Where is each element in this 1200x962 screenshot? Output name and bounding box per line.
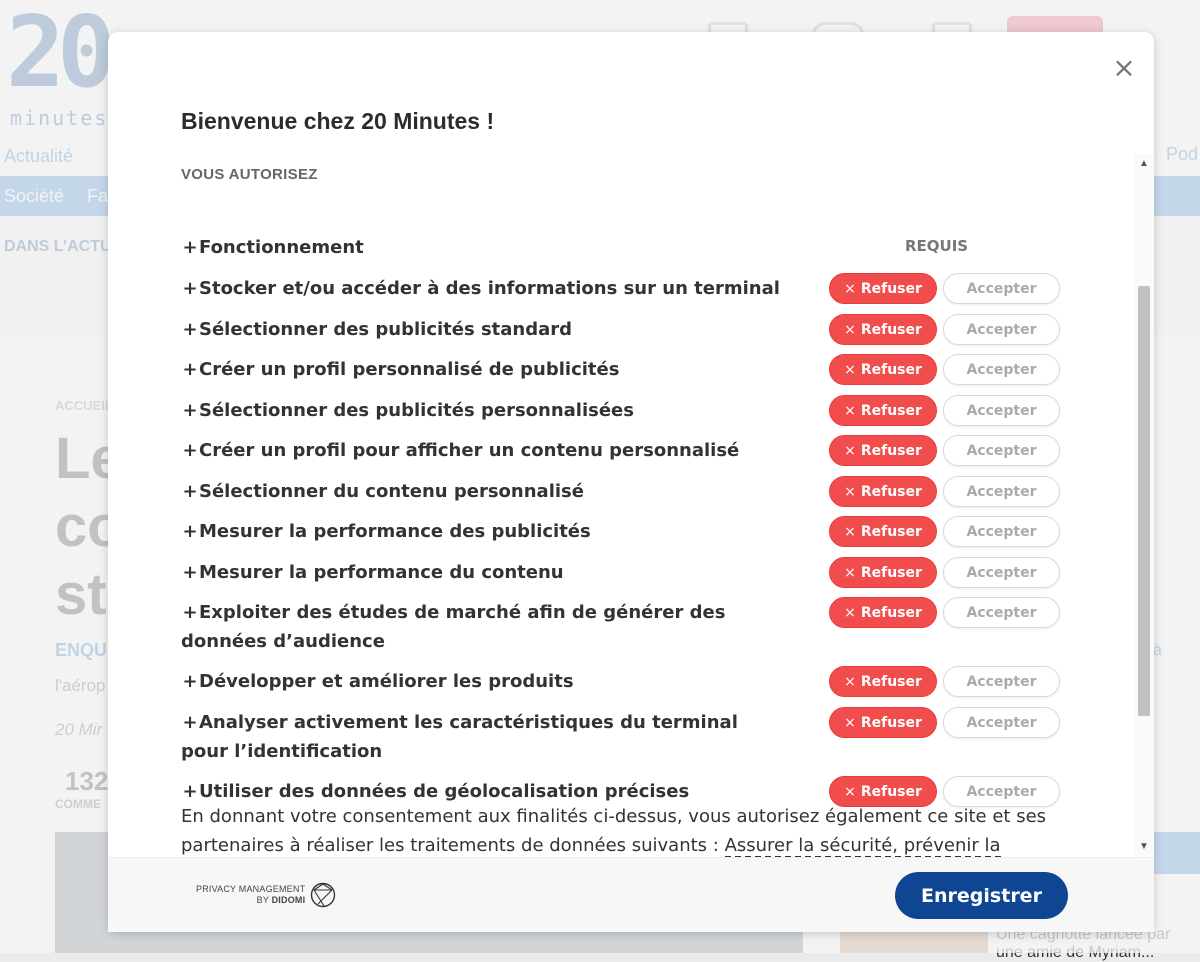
purpose-item[interactable] [181,558,781,587]
close-x-icon: × [844,673,856,690]
accept-button[interactable]: Accepter [943,395,1060,426]
close-x-icon: × [844,523,856,540]
refuse-button[interactable] [829,435,937,466]
refuse-label: Refuser [860,402,922,419]
expand-plus-icon[interactable]: + [182,278,198,299]
close-x-icon: × [844,564,856,581]
purpose-label: Sélectionner des publicités standard [199,319,573,340]
close-x-icon: × [844,714,856,731]
save-button[interactable]: Enregistrer [895,872,1068,919]
purpose-label: Mesurer la performance des publicités [199,521,591,542]
accept-button[interactable]: Accepter [943,707,1060,738]
purposes-scroll-area[interactable] [108,154,1154,857]
didomi-text [196,884,305,906]
refuse-label: Refuser [860,714,922,731]
purpose-item[interactable] [181,355,781,384]
purpose-label: Fonctionnement [199,237,364,258]
purpose-item[interactable] [181,315,781,344]
section-label: VOUS AUTORISEZ [181,166,318,183]
close-x-icon: × [844,402,856,419]
close-x-icon: × [844,321,856,338]
close-x-icon: × [844,604,856,621]
refuse-label: Refuser [860,442,922,459]
purpose-label: Stocker et/ou accéder à des informations sur un terminal [199,278,780,299]
scroll-thumb[interactable] [1138,286,1150,716]
accept-button[interactable]: Accepter [943,476,1060,507]
refuse-button[interactable] [829,476,937,507]
refuse-label: Refuser [860,604,922,621]
purpose-item[interactable] [181,667,781,696]
purpose-label: Créer un profil pour afficher un contenu personnalisé [199,440,740,461]
purpose-label: Développer et améliorer les produits [199,671,574,692]
accept-button[interactable]: Accepter [943,314,1060,345]
refuse-button[interactable] [829,314,937,345]
modal-footer [108,857,1154,932]
purpose-label: Sélectionner du contenu personnalisé [199,481,584,502]
expand-plus-icon[interactable]: + [182,359,198,380]
required-label: REQUIS [905,237,969,255]
purpose-item[interactable] [181,233,781,262]
refuse-label: Refuser [860,564,922,581]
accept-button[interactable]: Accepter [943,776,1060,807]
purpose-label: Analyser activement les caractéristiques du terminal pour l’identification [181,712,738,762]
purpose-label: Mesurer la performance du contenu [199,562,564,583]
refuse-button[interactable] [829,666,937,697]
refuse-button[interactable] [829,516,937,547]
purpose-label: Utiliser des données de géolocalisation précises [199,781,690,802]
purpose-label: Créer un profil personnalisé de publicités [199,359,620,380]
expand-plus-icon[interactable]: + [182,481,198,502]
consent-text-body: En donnant votre consentement aux finalités ci-dessus, vous autorisez également ce site et ses partenaires à réaliser les traitements de données suivants : [181,806,1047,856]
refuse-label: Refuser [860,321,922,338]
scroll-up-arrow-icon[interactable]: ▲ [1139,158,1149,169]
purpose-item[interactable] [181,436,781,465]
scrollbar[interactable] [1134,154,1154,857]
close-x-icon: × [844,361,856,378]
refuse-button[interactable] [829,597,937,628]
refuse-button[interactable] [829,395,937,426]
scroll-down-arrow-icon[interactable]: ▼ [1139,841,1149,852]
modal-title: Bienvenue chez 20 Minutes ! [181,108,495,134]
accept-button[interactable]: Accepter [943,597,1060,628]
purpose-label: Sélectionner des publicités personnalisées [199,400,634,421]
didomi-branding[interactable] [196,880,336,910]
refuse-label: Refuser [860,673,922,690]
accept-button[interactable]: Accepter [943,557,1060,588]
purpose-item[interactable] [181,477,781,506]
refuse-button[interactable] [829,273,937,304]
accept-button[interactable]: Accepter [943,354,1060,385]
expand-plus-icon[interactable]: + [182,521,198,542]
expand-plus-icon[interactable]: + [182,671,198,692]
purpose-item[interactable] [181,598,781,656]
refuse-button[interactable] [829,354,937,385]
purpose-item[interactable] [181,274,781,303]
refuse-label: Refuser [860,483,922,500]
refuse-label: Refuser [860,523,922,540]
close-x-icon: × [844,280,856,297]
close-x-icon: × [844,483,856,500]
privacy-line-2-prefix: BY [256,895,272,905]
expand-plus-icon[interactable]: + [182,319,198,340]
close-x-icon: × [844,783,856,800]
expand-plus-icon[interactable]: + [182,562,198,583]
privacy-line-2 [196,895,305,906]
refuse-button[interactable] [829,707,937,738]
privacy-line-1: PRIVACY MANAGEMENT [196,884,306,894]
refuse-label: Refuser [860,361,922,378]
didomi-brand: DIDOMI [271,895,306,905]
accept-button[interactable]: Accepter [943,273,1060,304]
expand-plus-icon[interactable]: + [182,237,198,258]
expand-plus-icon[interactable]: + [182,781,198,802]
expand-plus-icon[interactable]: + [182,602,198,623]
expand-plus-icon[interactable]: + [182,400,198,421]
purpose-item[interactable] [181,517,781,546]
consent-link[interactable]: Assurer la sécurité, prévenir la [181,835,1001,887]
purpose-item[interactable] [181,708,781,766]
expand-plus-icon[interactable]: + [182,440,198,461]
close-x-icon: × [844,442,856,459]
expand-plus-icon[interactable]: + [182,712,198,733]
didomi-logo-icon [310,882,336,908]
purpose-label: Exploiter des études de marché afin de générer des données d’audience [181,602,726,652]
close-button[interactable]: × [1112,51,1136,84]
accept-button[interactable]: Accepter [943,516,1060,547]
accept-button[interactable]: Accepter [943,435,1060,466]
refuse-label: Refuser [860,783,922,800]
purpose-item[interactable] [181,396,781,425]
consent-modal [108,32,1154,932]
refuse-button[interactable] [829,557,937,588]
refuse-label: Refuser [860,280,922,297]
accept-button[interactable]: Accepter [943,666,1060,697]
